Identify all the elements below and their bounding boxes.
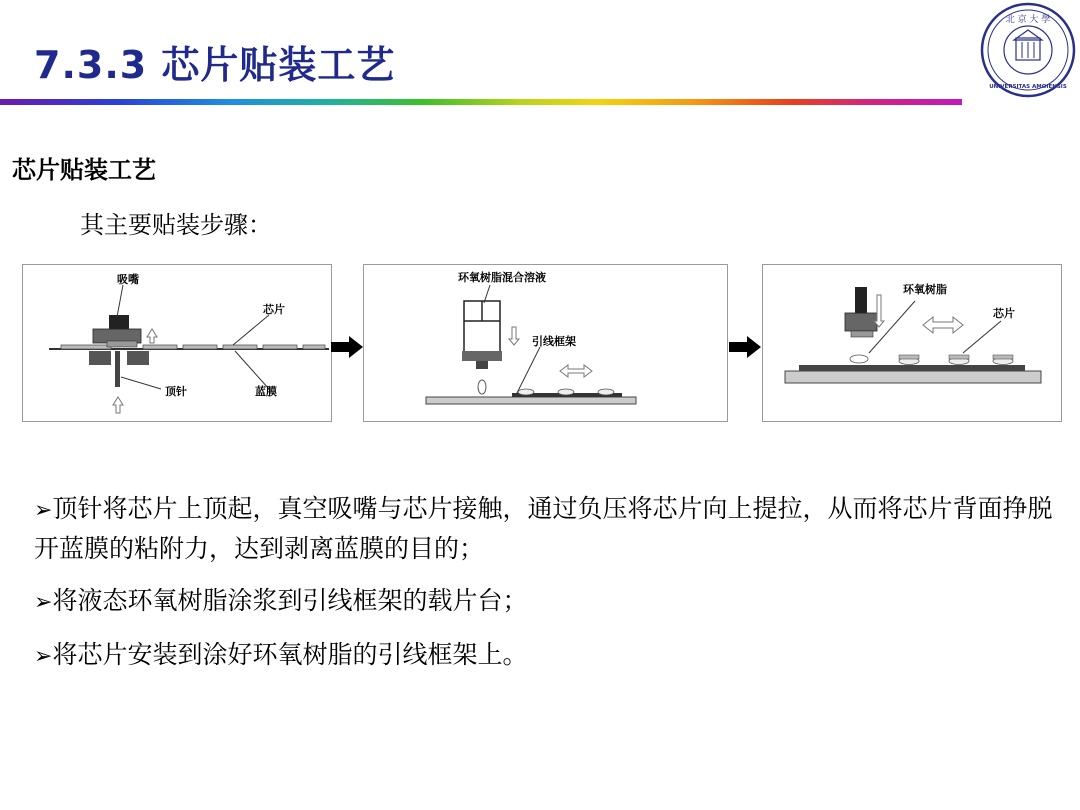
arrow-bullet-icon: ➢ xyxy=(34,498,53,523)
step-arrow-icon xyxy=(729,336,761,358)
bullet-text: 将液态环氧树脂涂浆到引线框架的载片台； xyxy=(52,586,528,615)
diagram-panel-pickup xyxy=(22,264,332,422)
label-nozzle: 吸嘴 xyxy=(117,273,139,286)
rainbow-divider xyxy=(0,99,962,105)
diagram-panel-dispense xyxy=(363,264,728,422)
label-chip: 芯片 xyxy=(263,303,285,316)
label-epoxy-solution: 环氧树脂混合溶液 xyxy=(458,271,546,284)
bullet-text: 顶针将芯片上顶起，真空吸嘴与芯片接触，通过负压将芯片向上提拉，从而将芯片背面挣脱开蓝膜的粘附力，达到剥离蓝膜的目的； xyxy=(34,494,1053,563)
section-subtitle: 芯片贴装工艺 xyxy=(12,156,156,184)
logo-top-text: 北 京 大 學 xyxy=(1005,15,1051,25)
bullet-item xyxy=(34,582,1054,622)
bullet-item xyxy=(34,490,1054,568)
intro-text: 其主要贴装步骤： xyxy=(80,211,272,239)
label-epoxy: 环氧树脂 xyxy=(903,283,947,296)
arrow-bullet-icon: ➢ xyxy=(34,644,53,669)
label-ejector-pin: 顶针 xyxy=(165,385,187,398)
label-lead-frame: 引线框架 xyxy=(532,335,576,348)
label-chip: 芯片 xyxy=(993,307,1015,320)
diagram-panel-place xyxy=(762,264,1062,422)
bullet-text: 将芯片安装到涂好环氧树脂的引线框架上。 xyxy=(52,640,528,669)
logo-ring-text: UNIVERSITAS AMOIENSIS xyxy=(989,84,1067,90)
university-seal-logo xyxy=(978,2,1078,98)
bullet-item xyxy=(34,636,1054,676)
label-blue-film: 蓝膜 xyxy=(255,385,277,398)
step-arrow-icon xyxy=(331,336,363,358)
arrow-bullet-icon: ➢ xyxy=(34,590,53,615)
page-title: 7.3.3 芯片贴装工艺 xyxy=(34,43,396,87)
bullet-list xyxy=(34,490,1054,690)
